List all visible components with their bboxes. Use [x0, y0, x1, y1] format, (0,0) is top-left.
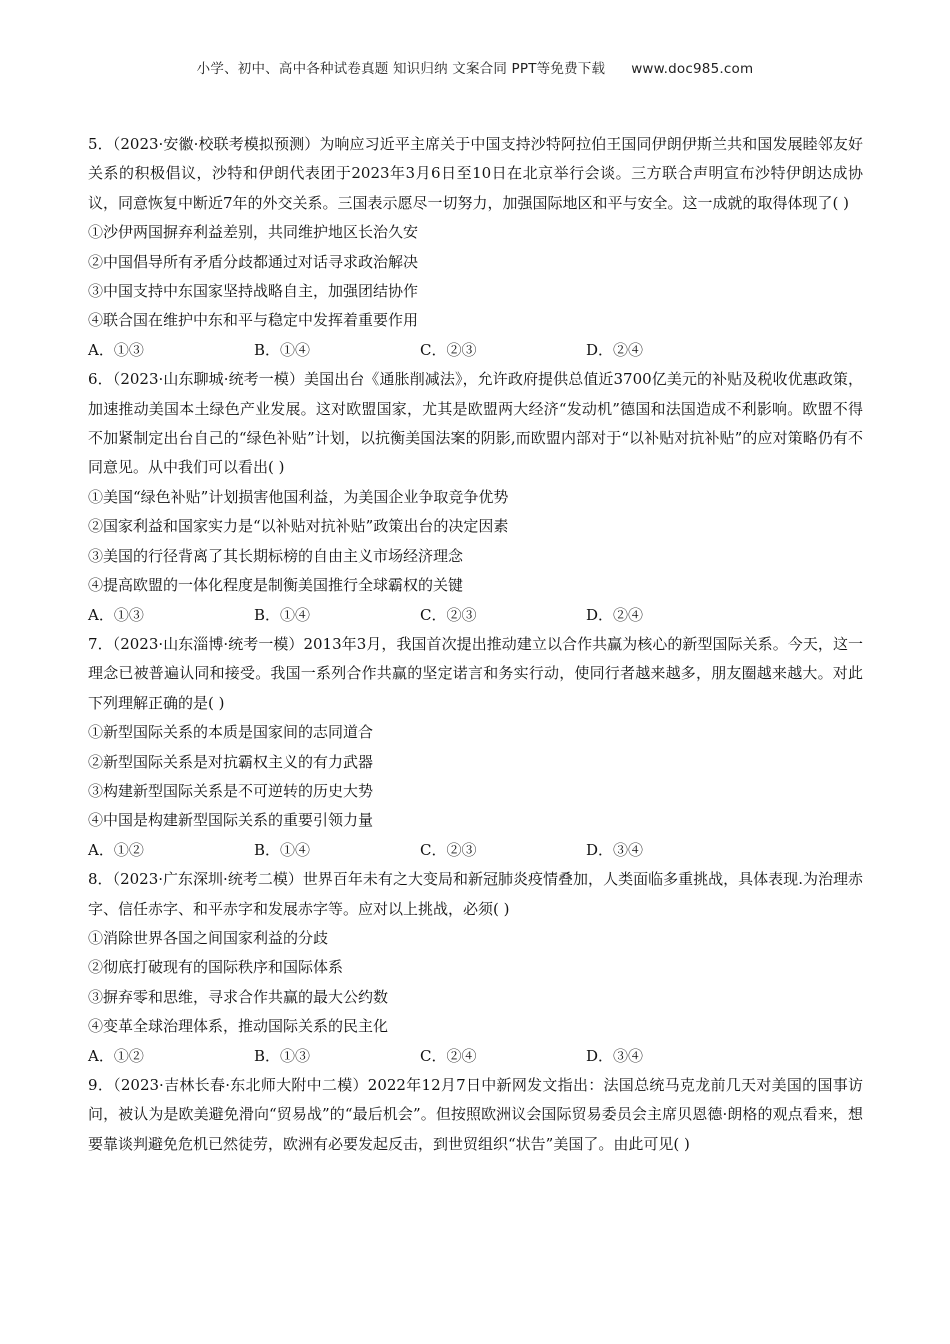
choice-a: A．①③ [88, 340, 144, 359]
choice-c: C．②③ [420, 605, 477, 624]
question-stem: 8．（2023·广东深圳·统考二模）世界百年未有之大变局和新冠肺炎疫情叠加，人类面临多重挑战，具体表现.为治理赤字、信任赤字、和平赤字和发展赤字等。应对以上挑战，必须( ) [88, 870, 863, 918]
question-8 [88, 865, 863, 1071]
option-line: ③美国的行径背离了其长期标榜的自由主义市场经济理念 [88, 546, 464, 565]
option-line: ①消除世界各国之间国家利益的分歧 [88, 928, 329, 947]
choice-d: D．②④ [586, 605, 644, 624]
answer-choices [88, 1042, 863, 1071]
question-stem: 9．（2023·吉林长春·东北师大附中二模）2022年12月7日中新网发文指出：法国总统马克龙前几天对美国的国事访问，被认为是欧美避免滑向“贸易战”的“最后机会”。但按照欧洲议会国际贸易委员会主席贝恩德·朗格的观点看来，想要靠谈判避免危机已然徒劳，欧洲有必要发起反击，到世贸组织“状告”美国了。由此可见( ) [88, 1076, 863, 1153]
choice-c: C．②③ [420, 840, 477, 859]
option-line: ④联合国在维护中东和平与稳定中发挥着重要作用 [88, 311, 419, 330]
question-stem: 7．（2023·山东淄博·统考一模）2013年3月，我国首次提出推动建立以合作共赢为核心的新型国际关系。今天，这一理念已被普遍认同和接受。我国一系列合作共赢的坚定诺言和务实行动，使同行者越来越多，朋友圈越来越大。对此下列理解正确的是( ) [88, 634, 863, 712]
question-9 [88, 1071, 863, 1159]
choice-d: D．②④ [586, 340, 644, 359]
option-line: ①美国“绿色补贴”计划损害他国利益，为美国企业争取竞争优势 [88, 487, 509, 506]
option-line: ③构建新型国际关系是不可逆转的历史大势 [88, 781, 374, 800]
answer-choices [88, 336, 863, 365]
option-line: ④提高欧盟的一体化程度是制衡美国推行全球霸权的关键 [88, 576, 464, 595]
choice-b: B．①③ [254, 1046, 311, 1065]
answer-choices [88, 601, 863, 630]
choice-b: B．①④ [254, 840, 311, 859]
question-5 [88, 130, 863, 365]
header-site: www.doc985.com [631, 61, 754, 77]
option-line: ①沙伊两国摒弃利益差别，共同维护地区长治久安 [88, 223, 419, 242]
page-header [0, 57, 950, 77]
option-line: ④变革全球治理体系，推动国际关系的民主化 [88, 1017, 389, 1036]
option-line: ②中国倡导所有矛盾分歧都通过对话寻求政治解决 [88, 252, 419, 271]
choice-d: D．③④ [586, 840, 644, 859]
option-line: ③摒弃零和思维，寻求合作共赢的最大公约数 [88, 987, 389, 1006]
choice-c: C．②④ [420, 1046, 477, 1065]
choice-b: B．①④ [254, 605, 311, 624]
question-list [88, 130, 863, 1159]
question-7 [88, 630, 863, 865]
choice-a: A．①② [88, 1046, 144, 1065]
choice-c: C．②③ [420, 340, 477, 359]
answer-choices [88, 836, 863, 865]
choice-d: D．③④ [586, 1046, 644, 1065]
option-line: ②新型国际关系是对抗霸权主义的有力武器 [88, 752, 374, 771]
header-text: 小学、初中、高中各种试卷真题 知识归纳 文案合同 PPT等免费下载 [196, 61, 606, 77]
choice-a: A．①③ [88, 605, 144, 624]
option-line: ①新型国际关系的本质是国家间的志同道合 [88, 723, 374, 742]
question-stem: 5．（2023·安徽·校联考模拟预测）为响应习近平主席关于中国支持沙特阿拉伯王国同伊朗伊斯兰共和国发展睦邻友好关系的积极倡议，沙特和伊朗代表团于2023年3月6日至10日在北京举行会谈。三方联合声明宣布沙特伊朗达成协议，同意恢复中断近7年的外交关系。三国表示愿尽一切努力，加强国际地区和平与安全。这一成就的取得体现了( ) [88, 135, 863, 212]
option-line: ③中国支持中东国家坚持战略自主，加强团结协作 [88, 282, 419, 301]
question-stem: 6．（2023·山东聊城·统考一模）美国出台《通胀削减法》，允许政府提供总值近3700亿美元的补贴及税收优惠政策，加速推动美国本土绿色产业发展。这对欧盟国家，尤其是欧盟两大经济“发动机”德国和法国造成不利影响。欧盟不得不加紧制定出台自己的“绿色补贴”计划，以抗衡美国法案的阴影,而欧盟内部对于“以补贴对抗补贴”的应对策略仍有不同意见。从中我们可以看出( ) [88, 370, 863, 477]
option-line: ④中国是构建新型国际关系的重要引领力量 [88, 811, 374, 830]
option-line: ②彻底打破现有的国际秩序和国际体系 [88, 958, 344, 977]
option-line: ②国家利益和国家实力是“以补贴对抗补贴”政策出台的决定因素 [88, 517, 509, 536]
choice-b: B．①④ [254, 340, 311, 359]
choice-a: A．①② [88, 840, 144, 859]
question-6 [88, 365, 863, 630]
